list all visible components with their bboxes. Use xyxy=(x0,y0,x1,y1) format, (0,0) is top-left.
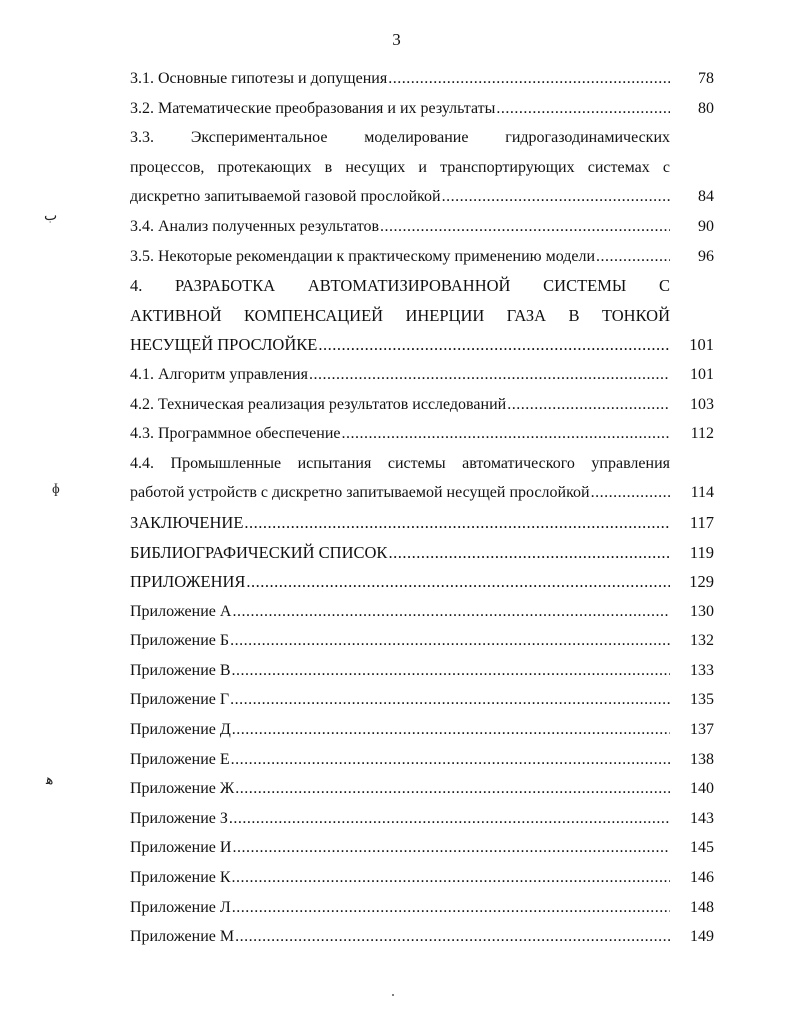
toc-leader-dots xyxy=(388,64,670,94)
toc-entry-page: 138 xyxy=(690,750,714,768)
toc-entry-title: Приложение К xyxy=(130,869,231,887)
toc-entry xyxy=(130,774,714,804)
toc-entry xyxy=(130,242,714,272)
scan-mark: ﻫ xyxy=(46,773,54,788)
toc-entry xyxy=(130,597,714,627)
toc-entry xyxy=(130,626,714,656)
toc-entry-page: 112 xyxy=(690,425,714,443)
toc-entry-page: 80 xyxy=(698,99,714,117)
toc-entry-page: 114 xyxy=(690,484,714,502)
toc-entry xyxy=(130,804,714,834)
toc-entry-page: 135 xyxy=(690,691,714,709)
toc-entry xyxy=(130,745,714,775)
toc-entry xyxy=(130,715,714,745)
toc-entry-page: 132 xyxy=(690,632,714,650)
toc-leader-dots xyxy=(342,419,671,449)
toc-entry-multiline xyxy=(130,271,714,360)
toc-entry-title: Приложение И xyxy=(130,839,232,857)
toc-entry-title: 3.2. Математические преобразования и их результаты xyxy=(130,99,496,117)
toc-leader-dots xyxy=(507,390,670,420)
toc-entry xyxy=(130,863,714,893)
toc-entry-page: 96 xyxy=(698,247,714,265)
toc-entry-title: Приложение Б xyxy=(130,632,230,650)
toc-entry-title: БИБЛИОГРАФИЧЕСКИЙ СПИСОК xyxy=(130,542,388,562)
toc-entry-page: 129 xyxy=(689,572,714,592)
toc-entry-page: 103 xyxy=(690,395,714,413)
scan-speck xyxy=(392,994,394,996)
toc-leader-dots xyxy=(232,833,670,863)
toc-entry-page: 84 xyxy=(698,188,714,206)
table-of-contents xyxy=(130,64,714,952)
toc-entry xyxy=(130,94,714,124)
toc-entry-multiline xyxy=(130,449,714,508)
toc-entry-title: Приложение Л xyxy=(130,898,231,916)
toc-entry-page: 90 xyxy=(698,217,714,235)
toc-entry-multiline xyxy=(130,123,714,212)
toc-leader-dots xyxy=(380,212,670,242)
toc-entry xyxy=(130,182,714,212)
toc-leader-dots xyxy=(596,242,670,272)
toc-entry-title: 4.1. Алгоритм управления xyxy=(130,365,308,383)
toc-leader-dots xyxy=(232,597,670,627)
toc-entry-line: 4. РАЗРАБОТКА АВТОМАТИЗИРОВАННОЙ СИСТЕМЫ С xyxy=(130,276,670,296)
toc-entry-title: Приложение Г xyxy=(130,691,230,709)
toc-entry xyxy=(130,390,714,420)
toc-entry-line: АКТИВНОЙ КОМПЕНСАЦИЕЙ ИНЕРЦИИ ГАЗА В ТОНКОЙ xyxy=(130,305,670,325)
toc-entry-line: процессов, протекающих в несущих и транспортирующих системах с xyxy=(130,158,670,176)
toc-leader-dots xyxy=(232,715,670,745)
toc-entry-title: Приложение Е xyxy=(130,750,230,768)
toc-entry-title: 3.4. Анализ полученных результатов xyxy=(130,217,380,235)
toc-leader-dots xyxy=(235,922,670,952)
toc-entry-page: 101 xyxy=(690,365,714,383)
toc-entry-title: Приложение А xyxy=(130,602,232,620)
toc-leader-dots xyxy=(496,94,670,124)
toc-entry-title: Приложение Ж xyxy=(130,780,235,798)
toc-entry-page: 145 xyxy=(690,839,714,857)
toc-entry xyxy=(130,922,714,952)
toc-entry-page: 78 xyxy=(698,70,714,87)
toc-entry xyxy=(130,567,714,597)
toc-entry-page: 117 xyxy=(689,512,714,532)
toc-entry xyxy=(130,330,714,360)
toc-leader-dots xyxy=(230,685,670,715)
toc-leader-dots xyxy=(388,538,670,568)
toc-entry-title: Приложение Д xyxy=(130,721,231,739)
toc-leader-dots xyxy=(232,863,670,893)
toc-leader-dots xyxy=(246,567,670,597)
toc-entry-page: 101 xyxy=(689,335,714,355)
toc-leader-dots xyxy=(591,478,670,508)
toc-leader-dots xyxy=(309,360,670,390)
toc-entry xyxy=(130,478,714,508)
toc-entry xyxy=(130,893,714,923)
toc-entry-page: 119 xyxy=(689,542,714,562)
toc-leader-dots xyxy=(235,774,670,804)
toc-entry-line: 3.3. Экспериментальное моделирование гидрогазодинамических xyxy=(130,129,670,147)
toc-entry-title: Приложение В xyxy=(130,661,231,679)
toc-entry xyxy=(130,685,714,715)
toc-entry-page: 146 xyxy=(690,869,714,887)
toc-entry-title: дискретно запитываемой газовой прослойкой xyxy=(130,188,441,206)
toc-entry-title: Приложение З xyxy=(130,809,228,827)
toc-leader-dots xyxy=(231,745,670,775)
toc-entry xyxy=(130,419,714,449)
toc-entry xyxy=(130,833,714,863)
toc-entry-page: 140 xyxy=(690,780,714,798)
toc-entry xyxy=(130,64,714,94)
toc-entry-title: НЕСУЩЕЙ ПРОСЛОЙКЕ xyxy=(130,335,318,355)
toc-leader-dots xyxy=(230,626,670,656)
toc-leader-dots xyxy=(232,656,670,686)
toc-entry-title: 3.5. Некоторые рекомендации к практическому применению модели xyxy=(130,247,596,265)
toc-entry-title: ЗАКЛЮЧЕНИЕ xyxy=(130,512,244,532)
toc-entry-page: 130 xyxy=(690,602,714,620)
toc-entry-page: 149 xyxy=(690,928,714,946)
toc-entry-title: работой устройств с дискретно запитываемой несущей прослойкой xyxy=(130,484,590,502)
toc-leader-dots xyxy=(442,182,670,212)
toc-leader-dots xyxy=(229,804,670,834)
toc-entry-page: 148 xyxy=(690,898,714,916)
toc-entry-title: 4.2. Техническая реализация результатов исследований xyxy=(130,395,507,413)
toc-entry xyxy=(130,360,714,390)
toc-entry xyxy=(130,656,714,686)
toc-entry-page: 133 xyxy=(690,661,714,679)
toc-entry xyxy=(130,212,714,242)
toc-entry-line: 4.4. Промышленные испытания системы автоматического управления xyxy=(130,454,670,472)
toc-leader-dots xyxy=(244,508,670,538)
toc-entry-page: 143 xyxy=(690,809,714,827)
page-number: 3 xyxy=(392,30,401,49)
toc-entry-page: 137 xyxy=(690,721,714,739)
toc-entry-title: Приложение М xyxy=(130,928,235,946)
scan-mark: ب xyxy=(44,209,58,224)
toc-leader-dots xyxy=(318,330,670,360)
toc-leader-dots xyxy=(232,893,670,923)
toc-entry xyxy=(130,538,714,568)
toc-entry-title: 3.1. Основные гипотезы и допущения xyxy=(130,70,388,87)
scan-mark: ɸ xyxy=(52,482,60,497)
toc-entry xyxy=(130,508,714,538)
toc-entry-title: ПРИЛОЖЕНИЯ xyxy=(130,572,246,592)
toc-entry-title: 4.3. Программное обеспечение xyxy=(130,425,341,443)
